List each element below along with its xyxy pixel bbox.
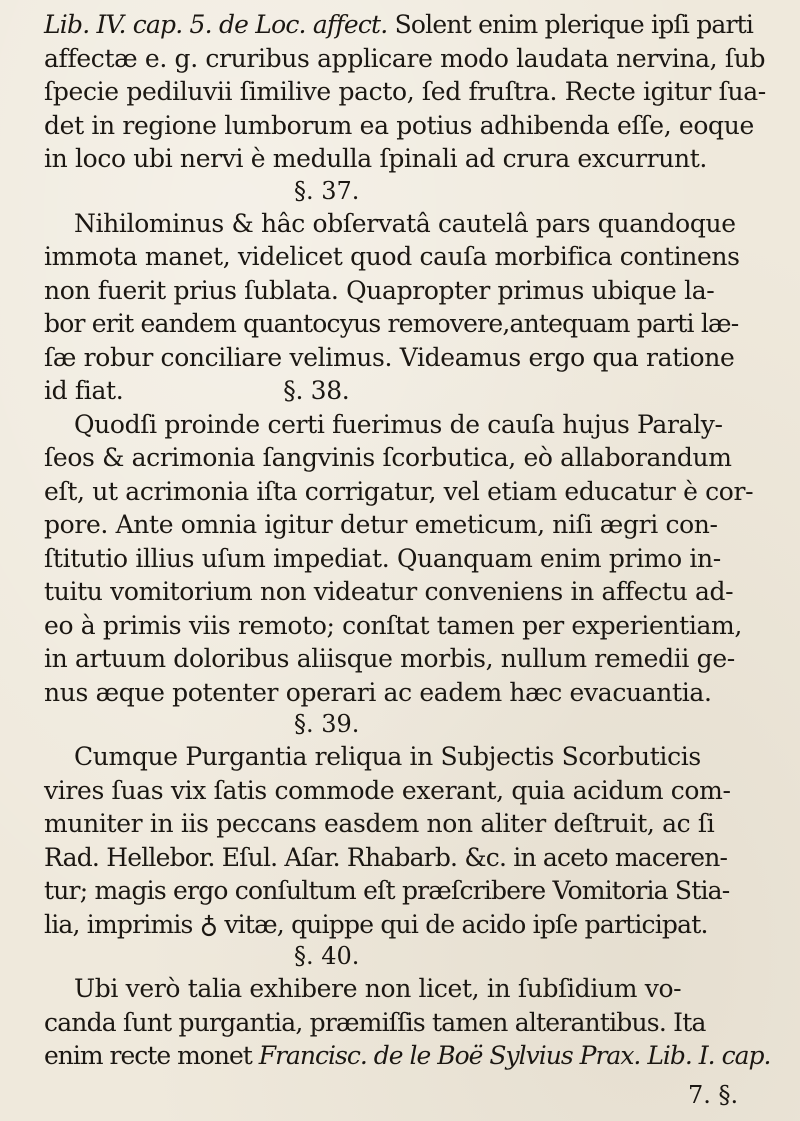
text-line-2: affectæ e. g. cruribus applicare modo laudata nervina, ſub — [44, 43, 766, 73]
text-line-24: vires ſuas vix ſatis commode exerant, quia acidum com- — [44, 775, 731, 805]
text-line-20: in artuum doloribus aliisque morbis, nullum remedii ge- — [44, 644, 735, 673]
section-number-37: §. 37. — [294, 176, 360, 205]
text-line-10: bor erit eandem quantocyus removere,antequam parti læ- — [44, 309, 739, 338]
text-line-18: tuitu vomitorium non videatur conveniens in affectu ad- — [44, 577, 734, 606]
body-text — [44, 8, 774, 1073]
text-line-5: in loco ubi nervi è medulla ſpinali ad crura excurrunt. — [44, 144, 707, 173]
text-line-1: Lib. IV. cap. 5. de Loc. affect. Solent enim plerique ipſi parti — [44, 10, 754, 39]
text-line-14: ſeos & acrimonia ſangvinis ſcorbutica, eò allaborandum — [44, 443, 732, 472]
text-line-7: Nihilominus & hâc obſervatâ cautelâ pars quandoque — [74, 208, 736, 238]
section-number-38: §. 38. — [283, 376, 350, 405]
text-line-27: tur; magis ergo conſultum eſt præſcribere Vomitoria Stia- — [44, 876, 730, 905]
text-line-8: immota manet, videlicet quod cauſa morbifica continens — [44, 242, 740, 271]
text-line-30: Ubi verò talia exhibere non licet, in ſubſidium vo- — [74, 974, 682, 1003]
text-line-16: pore. Ante omnia igitur detur emeticum, niſi ægri con- — [44, 510, 718, 539]
text-line-21: nus æque potenter operari ac eadem hæc evacuantia. — [44, 677, 712, 707]
text-line-23: Cumque Purgantia reliqua in Subjectis Scorbuticis — [74, 742, 701, 771]
citation-reference: Francisc. de le Boë Sylvius Prax. Lib. I. cap. — [258, 1041, 771, 1070]
section-number-39: §. 39. — [294, 710, 360, 738]
section-number-40: §. 40. — [294, 942, 360, 970]
text-line-11: ſæ robur conciliare velimus. Videamus ergo qua ratione — [44, 342, 735, 372]
text-line-25: muniter in iis peccans easdem non aliter deſtruit, ac ſi — [44, 809, 715, 838]
text-line-15: eſt, ut acrimonia iſta corrigatur, vel etiam educatur è cor- — [44, 476, 754, 506]
text-line-13: Quodſi proinde certi fuerimus de cauſa hujus Paraly- — [74, 409, 723, 439]
text-line-19: eo à primis viis remoto; conſtat tamen per experientiam, — [44, 610, 743, 640]
text-line-9: non fuerit prius ſublata. Quapropter primus ubique la- — [44, 275, 715, 305]
text-line-26: Rad. Hellebor. Eſul. Aſar. Rhabarb. &c. in aceto maceren- — [44, 842, 728, 872]
text-line-28: lia, imprimis ♁ vitæ, quippe qui de acido ipſe participat. — [44, 909, 708, 939]
text-line-32: enim recte monet Francisc. de le Boë Sylvius Prax. Lib. I. cap. — [44, 1041, 771, 1070]
text-line-17: ſtitutio illius uſum impediat. Quanquam enim primo in- — [44, 543, 721, 573]
text-line-31: canda ſunt purgantia, præmiſſis tamen alterantibus. Ita — [44, 1007, 706, 1037]
page-signature: 7. §. — [688, 1081, 739, 1109]
text-line-3: ſpecie pediluvii ſimilive pacto, ſed fruſtra. Recte igitur ſua- — [44, 77, 766, 106]
text-line-12: id fiat. §. 38. — [44, 376, 350, 405]
running-header: Lib. IV. cap. 5. de Loc. affect. — [44, 10, 388, 39]
text-line-4: det in regione lumborum ea potius adhibenda eſſe, eoque — [44, 110, 754, 140]
